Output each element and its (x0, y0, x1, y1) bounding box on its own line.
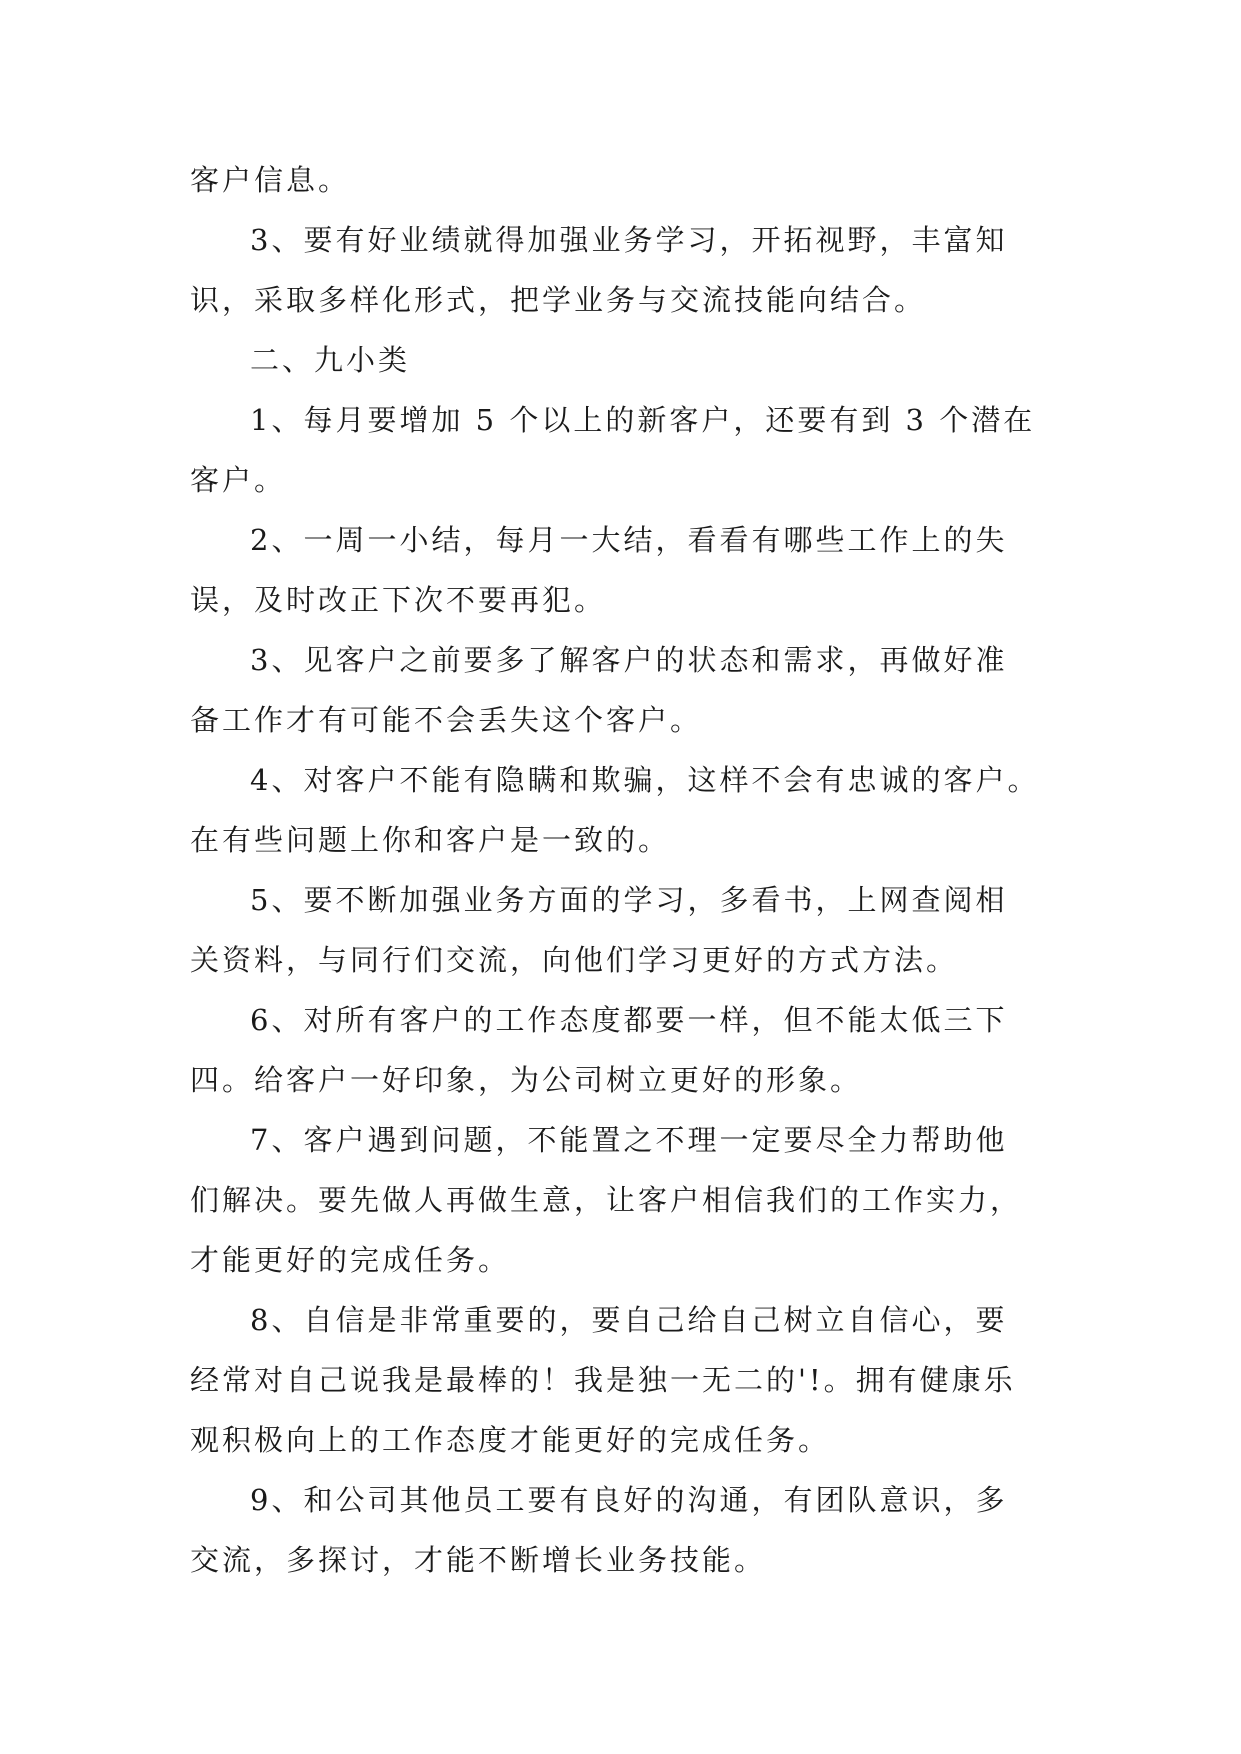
section-heading: 二、九小类 (250, 343, 411, 377)
document-body (190, 150, 1050, 1590)
text-line: 7、客户遇到问题，不能置之不理一定要尽全力帮助他 (250, 1123, 1008, 1157)
text-line: 经常对自己说我是最棒的！我是独一无二的'!。拥有健康乐 (190, 1363, 1016, 1397)
text-line: 6、对所有客户的工作态度都要一样，但不能太低三下 (250, 1003, 1008, 1037)
text-line: 备工作才有可能不会丢失这个客户。 (190, 703, 703, 737)
text-line: 5、要不断加强业务方面的学习，多看书，上网查阅相 (250, 883, 1008, 917)
text-line: 才能更好的完成任务。 (190, 1243, 511, 1277)
text-line: 关资料，与同行们交流，向他们学习更好的方式方法。 (190, 943, 959, 977)
text-line: 9、和公司其他员工要有良好的沟通，有团队意识，多 (250, 1483, 1008, 1517)
text-line: 1、每月要增加 5 个以上的新客户，还要有到 3 个潜在 (250, 403, 1036, 437)
text-line: 误，及时改正下次不要再犯。 (190, 583, 607, 617)
text-line: 观积极向上的工作态度才能更好的完成任务。 (190, 1423, 831, 1457)
text-line: 客户信息。 (190, 163, 351, 197)
text-line: 4、对客户不能有隐瞒和欺骗，这样不会有忠诚的客户。 (250, 763, 1040, 797)
text-line: 客户。 (190, 463, 287, 497)
text-line: 8、自信是非常重要的，要自己给自己树立自信心，要 (250, 1303, 1008, 1337)
text-line: 们解决。要先做人再做生意，让客户相信我们的工作实力， (190, 1183, 1023, 1217)
text-line: 交流，多探讨，才能不断增长业务技能。 (190, 1543, 767, 1577)
text-line: 识，采取多样化形式，把学业务与交流技能向结合。 (190, 283, 927, 317)
text-line: 3、见客户之前要多了解客户的状态和需求，再做好准 (250, 643, 1008, 677)
text-line: 在有些问题上你和客户是一致的。 (190, 823, 671, 857)
text-line: 3、要有好业绩就得加强业务学习，开拓视野，丰富知 (250, 223, 1008, 257)
text-line: 2、一周一小结，每月一大结，看看有哪些工作上的失 (250, 523, 1008, 557)
text-line: 四。给客户一好印象，为公司树立更好的形象。 (190, 1063, 863, 1097)
